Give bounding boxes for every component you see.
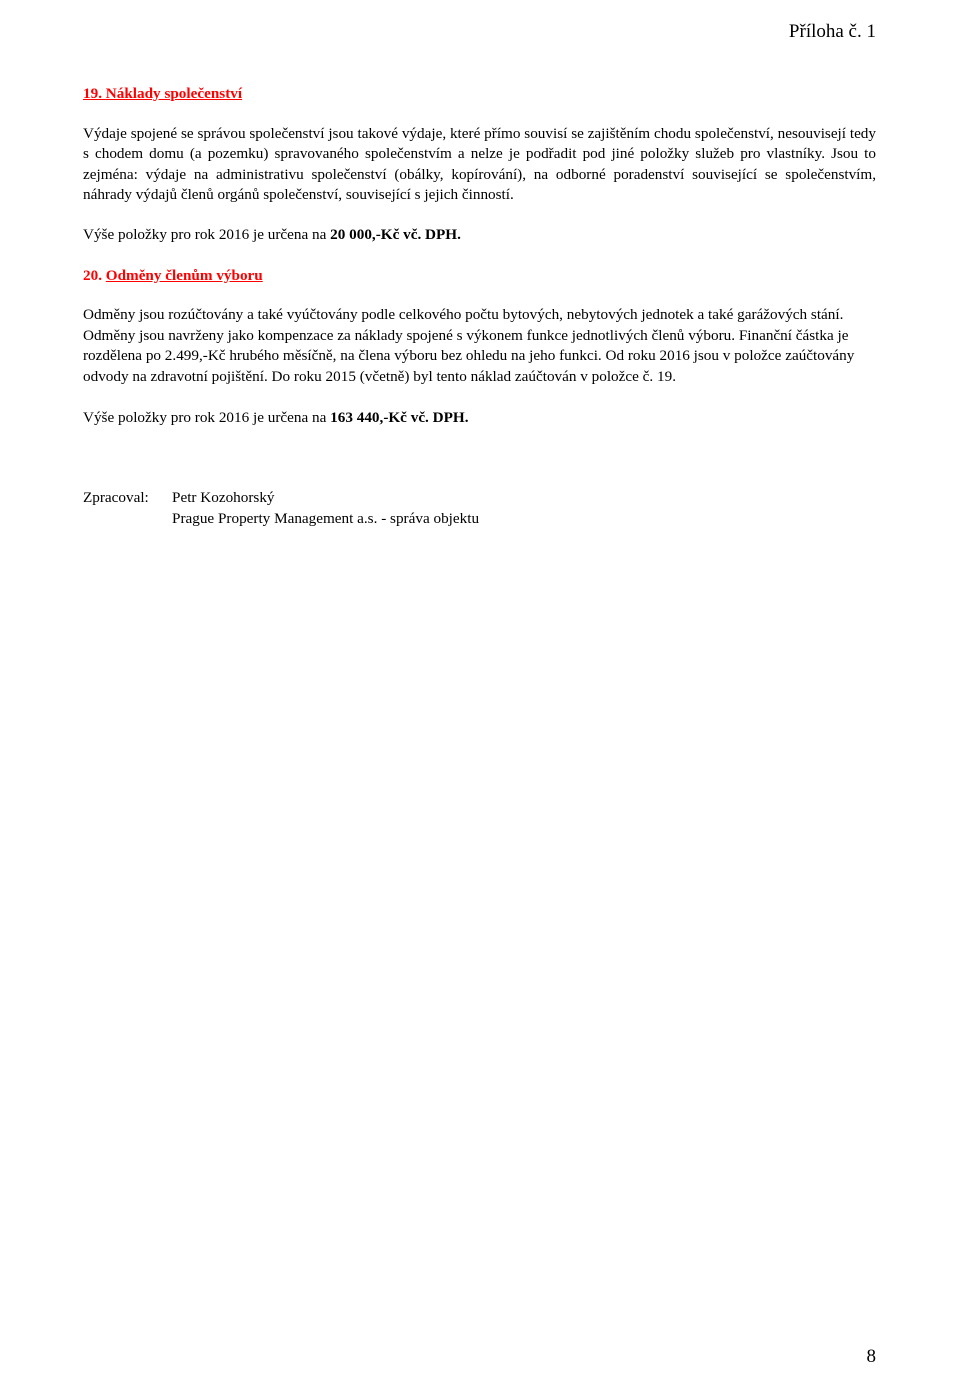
section-19-amount-value: 20 000,-Kč vč. DPH.: [330, 225, 461, 243]
section-20-paragraph: Odměny jsou rozúčtovány a také vyúčtovány podle celkového počtu bytových, nebytových jednotek a také garážových stání. Odměny jsou navrženy jako kompenzace za náklady spojené s výkonem funkce jednotlivých členů výboru. Finanční částka je rozdělena po 2.499,-Kč hrubého měsíčně, na člena výboru bez ohledu na jeho funkci. Od roku 2016 jsou v položce zaúčtovány odvody na zdravotní pojištění. Do roku 2015 (včetně) byl tento náklad zaúčtován v položce č. 19.: [83, 306, 855, 385]
signature-name: Petr Kozohorský: [172, 489, 275, 507]
section-19-number: 19.: [83, 85, 102, 102]
section-20-amount: [83, 408, 876, 429]
section-19-paragraph: Výdaje spojené se správou společenství jsou takové výdaje, které přímo souvisí se zajištěním chodu společenství, nesouvisejí tedy s chodem domu (a pozemku) spravovaného společenstvím a nelze je podřadit pod jiné položky služeb pro vlastníky. Jsou to zejména: výdaje na administrativu společenství (obálky, kopírování), na odborné poradenství související se společenstvím, náhrady výdajů členů orgánů společenství, související s jejich činností.: [83, 124, 876, 204]
section-19-amount-prefix: Výše položky pro rok 2016 je určena na: [83, 225, 331, 243]
signature-company: Prague Property Management a.s. - správa objektu: [172, 509, 480, 527]
section-20-title: Odměny členům výboru: [105, 266, 263, 284]
section-20-number: 20.: [83, 266, 102, 284]
attachment-label: Příloha č. 1: [788, 21, 876, 42]
section-20-amount-prefix: Výše položky pro rok 2016 je určena na: [83, 408, 331, 426]
signature-block: [83, 488, 876, 529]
page-number: 8: [866, 1346, 876, 1367]
signature-label: Zpracoval:: [83, 489, 149, 507]
document-body: [83, 84, 876, 529]
section-20-amount-value: 163 440,-Kč vč. DPH.: [330, 408, 469, 426]
section-20-heading: [83, 266, 876, 287]
section-19-amount: [83, 225, 876, 246]
section-19-title: Náklady společenství: [105, 85, 243, 102]
section-19-heading: [83, 84, 876, 105]
